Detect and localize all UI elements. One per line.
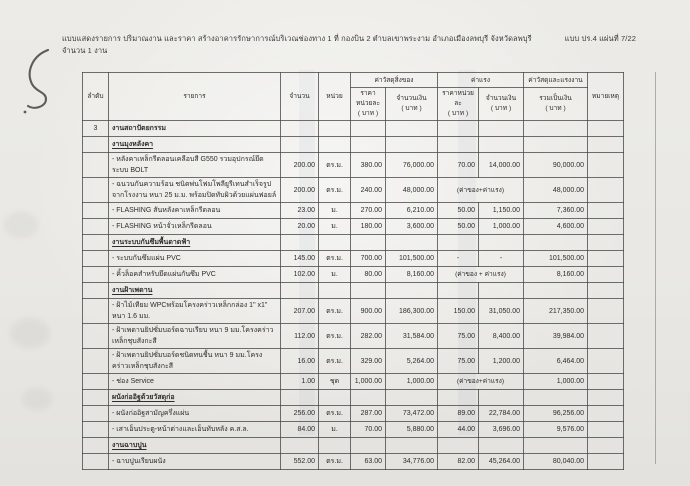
table-row-subsection (83, 235, 624, 251)
baht-label: ( บาท ) (447, 110, 469, 117)
cell-no (83, 406, 109, 422)
cell-labor-merged: (ค่าของ+ค่าแรง) (438, 374, 524, 390)
cell-material-amount: 73,472.00 (386, 406, 438, 422)
cell-labor-unit-price: 70.00 (438, 153, 479, 178)
table-row-item (83, 219, 624, 235)
cell-total-amount: 1,000.00 (524, 374, 588, 390)
scan-artifact-line (655, 72, 656, 464)
table-row-subsection (83, 283, 624, 299)
cell-labor-unit-price: 75.00 (438, 349, 479, 374)
cell-labor-amount (479, 283, 524, 299)
cell-labor-amount: 1,000.00 (479, 219, 524, 235)
cell-remark (588, 299, 624, 324)
cell-no: 3 (83, 121, 109, 137)
cell-material-amount: 76,000.00 (386, 153, 438, 178)
cell-labor-amount: 14,000.00 (479, 153, 524, 178)
cell-material-amount (386, 390, 438, 406)
cell-item: งานฉาบปูน (109, 438, 281, 454)
cell-material-amount: 34,776.00 (386, 454, 438, 470)
cell-labor-amount (479, 235, 524, 251)
boq-table (82, 72, 624, 470)
cell-remark (588, 267, 624, 283)
cell-material-amount: 101,500.00 (386, 251, 438, 267)
cell-item: - ฉนวนกันความร้อน ชนิดพ่นโฟมโพลียูรีเทนสำเร็จรูปจากโรงงาน หนา 25 ม.ม. พร้อมปิดทับผิวด้วยแผ่นฟอยล์ (109, 178, 281, 203)
cell-unit (319, 390, 351, 406)
cell-material-amount (386, 121, 438, 137)
table-row-section (83, 121, 624, 137)
cell-unit (319, 121, 351, 137)
cell-unit (319, 137, 351, 153)
col-group-labor-cost: ค่าแรง (438, 73, 524, 88)
cell-labor-unit-price: 89.00 (438, 406, 479, 422)
cell-item: - ช่อง Service (109, 374, 281, 390)
cell-item: - หลังคาเหล็กรีดลอนเคลือบสี G550 รวมอุปกรณ์ยึดระบบ BOLT (109, 153, 281, 178)
cell-quantity: 200.00 (281, 178, 319, 203)
col-header-material-unit-price (351, 88, 386, 121)
cell-quantity (281, 438, 319, 454)
col-header-labor-amount (479, 88, 524, 121)
cell-labor-unit-price: - (438, 251, 479, 267)
cell-total-amount: 101,500.00 (524, 251, 588, 267)
cell-labor-unit-price: 150.00 (438, 299, 479, 324)
cell-no (83, 299, 109, 324)
cell-labor-amount: 22,784.00 (479, 406, 524, 422)
cell-item: - FLASHING หน้าจั่วเหล็กรีดลอน (109, 219, 281, 235)
cell-labor-unit-price: 50.00 (438, 219, 479, 235)
cell-quantity: 1.00 (281, 374, 319, 390)
cell-item: - ฝ้าเพดานยิปซั่มบอร์ดชนิดทนชื้น หนา 9 มม.โครงคร่าวเหล็กชุบสังกะสี (109, 349, 281, 374)
cell-item: - ระบบกันซึมแผ่น PVC (109, 251, 281, 267)
cell-item: - เสาเอ็นประตู-หน้าต่างและเอ็นทับหลัง ค.ส.ล. (109, 422, 281, 438)
cell-total-amount (524, 137, 588, 153)
cell-total-amount: 48,000.00 (524, 178, 588, 203)
cell-material-amount (386, 235, 438, 251)
cell-material-unit-price: 1,000.00 (351, 374, 386, 390)
cell-quantity: 112.00 (281, 324, 319, 349)
cell-labor-amount: 31,050.00 (479, 299, 524, 324)
document-header (62, 33, 664, 57)
cell-unit: ตร.ม. (319, 324, 351, 349)
col-header-quantity: จำนวน (281, 73, 319, 121)
cell-no (83, 422, 109, 438)
cell-unit: ม. (319, 203, 351, 219)
table-row-item (83, 299, 624, 324)
cell-material-unit-price: 380.00 (351, 153, 386, 178)
cell-material-unit-price: 180.00 (351, 219, 386, 235)
cell-material-amount: 31,584.00 (386, 324, 438, 349)
cell-labor-amount: - (479, 251, 524, 267)
cell-total-amount (524, 438, 588, 454)
cell-material-amount: 48,000.00 (386, 178, 438, 203)
unit-price-label: ราคาหน่วยละ (355, 90, 380, 107)
cell-remark (588, 349, 624, 374)
amount-label: จำนวนเงิน (485, 95, 517, 102)
cell-unit: ตร.ม. (319, 454, 351, 470)
cell-remark (588, 219, 624, 235)
baht-label: ( บาท ) (545, 105, 566, 112)
cell-unit: ตร.ม. (319, 349, 351, 374)
cell-total-amount: 217,350.00 (524, 299, 588, 324)
cell-material-unit-price: 63.00 (351, 454, 386, 470)
cell-material-amount: 5,264.00 (386, 349, 438, 374)
cell-labor-unit-price (438, 235, 479, 251)
cell-no (83, 235, 109, 251)
cell-unit: ตร.ม. (319, 178, 351, 203)
table-header (83, 73, 624, 121)
cell-material-unit-price (351, 390, 386, 406)
cell-quantity: 207.00 (281, 299, 319, 324)
cell-no (83, 283, 109, 299)
total-sum-label: รวมเป็นเงิน (539, 95, 572, 102)
cell-material-amount: 6,210.00 (386, 203, 438, 219)
cell-no (83, 454, 109, 470)
cell-total-amount: 8,160.00 (524, 267, 588, 283)
cell-no (83, 267, 109, 283)
cell-total-amount: 9,576.00 (524, 422, 588, 438)
cell-unit: ตร.ม. (319, 406, 351, 422)
cell-total-amount (524, 235, 588, 251)
cell-total-amount: 80,040.00 (524, 454, 588, 470)
table-row-item (83, 251, 624, 267)
cell-item: - ฝ้าเพดานยิปซั่มบอร์ดฉาบเรียบ หนา 9 มม.โครงคร่าวเหล็กชุบสังกะสี (109, 324, 281, 349)
cell-labor-amount: 1,200.00 (479, 349, 524, 374)
cell-remark (588, 178, 624, 203)
cell-labor-unit-price (438, 137, 479, 153)
cell-remark (588, 454, 624, 470)
header-group-row (83, 73, 624, 88)
cell-labor-unit-price: 82.00 (438, 454, 479, 470)
col-header-item: รายการ (109, 73, 281, 121)
cell-labor-amount (479, 390, 524, 406)
cell-material-unit-price (351, 283, 386, 299)
cell-quantity (281, 121, 319, 137)
cell-remark (588, 137, 624, 153)
cell-quantity: 552.00 (281, 454, 319, 470)
table-row-item (83, 153, 624, 178)
col-header-labor-unit-price (438, 88, 479, 121)
handwritten-mark (18, 46, 62, 118)
table-row-item (83, 406, 624, 422)
cell-remark (588, 438, 624, 454)
col-group-material-and-labor: ค่าวัสดุและแรงงาน (524, 73, 588, 88)
cell-remark (588, 121, 624, 137)
cell-material-unit-price (351, 235, 386, 251)
col-header-grand-total (524, 88, 588, 121)
table-row-item (83, 178, 624, 203)
scan-smudge (4, 212, 38, 238)
cell-quantity: 256.00 (281, 406, 319, 422)
amount-label: จำนวนเงิน (396, 95, 427, 102)
cell-quantity: 16.00 (281, 349, 319, 374)
cell-material-amount: 3,600.00 (386, 219, 438, 235)
cell-labor-amount: 45,264.00 (479, 454, 524, 470)
cell-material-unit-price: 329.00 (351, 349, 386, 374)
unit-price-label: ราคาหน่วยละ (442, 90, 474, 107)
cell-quantity (281, 235, 319, 251)
cell-material-amount (386, 283, 438, 299)
cell-remark (588, 283, 624, 299)
cell-unit (319, 235, 351, 251)
cell-quantity: 23.00 (281, 203, 319, 219)
cell-material-amount (386, 137, 438, 153)
baht-label: ( บาท ) (357, 110, 379, 117)
cell-remark (588, 153, 624, 178)
cell-no (83, 219, 109, 235)
cell-labor-unit-price (438, 283, 479, 299)
cell-no (83, 178, 109, 203)
cell-labor-amount (479, 438, 524, 454)
cell-labor-merged: (ค่าของ+ค่าแรง) (438, 178, 524, 203)
document-title: แบบแสดงรายการ ปริมาณงาน และราคา สร้างอาคารรักษาการณ์บริเวณช่องทาง 1 ที่ กองบิน 2 ตำบลเขาพระงาม อำเภอเมืองลพบุรี จังหวัดลพบุรี จำนวน 1 งาน (62, 34, 532, 55)
cell-no (83, 137, 109, 153)
cell-no (83, 203, 109, 219)
table-row-item (83, 267, 624, 283)
cell-unit: ม. (319, 219, 351, 235)
cell-material-unit-price (351, 438, 386, 454)
table-body (83, 121, 624, 470)
cell-unit: ตร.ม. (319, 153, 351, 178)
cell-labor-unit-price (438, 390, 479, 406)
cell-quantity (281, 283, 319, 299)
cell-no (83, 374, 109, 390)
cell-unit: ตร.ม. (319, 299, 351, 324)
cell-item: งานมุงหลังคา (109, 137, 281, 153)
cell-total-amount: 96,256.00 (524, 406, 588, 422)
cell-labor-amount: 8,400.00 (479, 324, 524, 349)
cell-material-unit-price: 700.00 (351, 251, 386, 267)
cell-quantity: 200.00 (281, 153, 319, 178)
cell-unit: ม. (319, 422, 351, 438)
cell-labor-amount: 1,150.00 (479, 203, 524, 219)
cell-no (83, 349, 109, 374)
cell-material-amount: 8,160.00 (386, 267, 438, 283)
cell-quantity: 145.00 (281, 251, 319, 267)
cell-unit (319, 438, 351, 454)
cell-labor-unit-price (438, 438, 479, 454)
cell-material-unit-price: 240.00 (351, 178, 386, 203)
cell-labor-unit-price: 75.00 (438, 324, 479, 349)
cell-material-unit-price: 80.00 (351, 267, 386, 283)
cell-material-unit-price: 70.00 (351, 422, 386, 438)
table-row-item (83, 324, 624, 349)
baht-label: ( บาท ) (401, 105, 422, 112)
cell-material-unit-price (351, 137, 386, 153)
col-header-material-amount (386, 88, 438, 121)
cell-item: - ฉาบปูนเรียบผนัง (109, 454, 281, 470)
cell-labor-unit-price (438, 121, 479, 137)
cell-unit: ม. (319, 267, 351, 283)
cell-item: ผนังก่ออิฐด้วยวัสดุก่อ (109, 390, 281, 406)
cell-material-amount: 186,300.00 (386, 299, 438, 324)
table-row-item (83, 349, 624, 374)
col-group-material-cost: ค่าวัสดุสิ่งของ (351, 73, 438, 88)
table-row-item (83, 422, 624, 438)
cell-material-amount: 5,880.00 (386, 422, 438, 438)
cell-item: - FLASHING สันหลังคาเหล็กรีดลอน (109, 203, 281, 219)
table-row-subsection (83, 390, 624, 406)
cell-item: - ฝ้าไม้เทียม WPCพร้อมโครงคร่าวเหล็กกล่อง 1" x1" หนา 1.6 มม. (109, 299, 281, 324)
table-row-subsection (83, 438, 624, 454)
cell-labor-unit-price: 50.00 (438, 203, 479, 219)
cell-material-unit-price (351, 121, 386, 137)
cell-material-unit-price: 270.00 (351, 203, 386, 219)
cell-total-amount (524, 390, 588, 406)
cell-material-unit-price: 282.00 (351, 324, 386, 349)
cell-labor-amount (479, 121, 524, 137)
cell-total-amount: 6,464.00 (524, 349, 588, 374)
table-row-item (83, 203, 624, 219)
cell-quantity: 84.00 (281, 422, 319, 438)
cell-total-amount (524, 121, 588, 137)
cell-no (83, 390, 109, 406)
cell-total-amount (524, 283, 588, 299)
scan-smudge (10, 318, 50, 348)
cell-remark (588, 203, 624, 219)
cell-remark (588, 374, 624, 390)
cell-remark (588, 406, 624, 422)
cell-total-amount: 39,984.00 (524, 324, 588, 349)
cell-material-unit-price: 900.00 (351, 299, 386, 324)
cell-remark (588, 251, 624, 267)
cell-total-amount: 90,000.00 (524, 153, 588, 178)
cell-total-amount: 7,360.00 (524, 203, 588, 219)
cell-labor-merged: (ค่าของ + ค่าแรง) (438, 267, 524, 283)
cell-no (83, 251, 109, 267)
cell-unit: ชุด (319, 374, 351, 390)
table-row-item (83, 454, 624, 470)
cell-item: - ผนังก่ออิฐสามัญครึ่งแผ่น (109, 406, 281, 422)
cell-unit (319, 283, 351, 299)
cell-no (83, 153, 109, 178)
cell-remark (588, 235, 624, 251)
scan-smudge (22, 388, 52, 410)
cell-unit: ตร.ม. (319, 251, 351, 267)
cell-item: งานฝ้าเพดาน (109, 283, 281, 299)
cell-remark (588, 390, 624, 406)
col-header-no: ลำดับ (83, 73, 109, 121)
cell-material-amount: 1,000.00 (386, 374, 438, 390)
form-number-label: แบบ ปร.4 แผ่นที่ 7/22 (564, 34, 636, 43)
cell-item: งานระบบกันซึมพื้นดาดฟ้า (109, 235, 281, 251)
cell-item: - คิ้วล็อคสำหรับยึดแผ่นกันซึม PVC (109, 267, 281, 283)
cell-no (83, 324, 109, 349)
cell-labor-unit-price: 44.00 (438, 422, 479, 438)
cell-labor-amount (479, 137, 524, 153)
cell-remark (588, 422, 624, 438)
cell-labor-amount: 3,696.00 (479, 422, 524, 438)
cell-total-amount: 4,600.00 (524, 219, 588, 235)
cell-no (83, 438, 109, 454)
cell-item: งานสถาปัตยกรรม (109, 121, 281, 137)
baht-label: ( บาท ) (490, 105, 512, 112)
col-header-remark: หมายเหตุ (588, 73, 624, 121)
cell-material-amount (386, 438, 438, 454)
cell-remark (588, 324, 624, 349)
table-row-subsection (83, 137, 624, 153)
cell-quantity: 20.00 (281, 219, 319, 235)
table-row-item (83, 374, 624, 390)
cell-quantity: 102.00 (281, 267, 319, 283)
cell-quantity (281, 137, 319, 153)
cell-quantity (281, 390, 319, 406)
cell-material-unit-price: 287.00 (351, 406, 386, 422)
col-header-unit: หน่วย (319, 73, 351, 121)
